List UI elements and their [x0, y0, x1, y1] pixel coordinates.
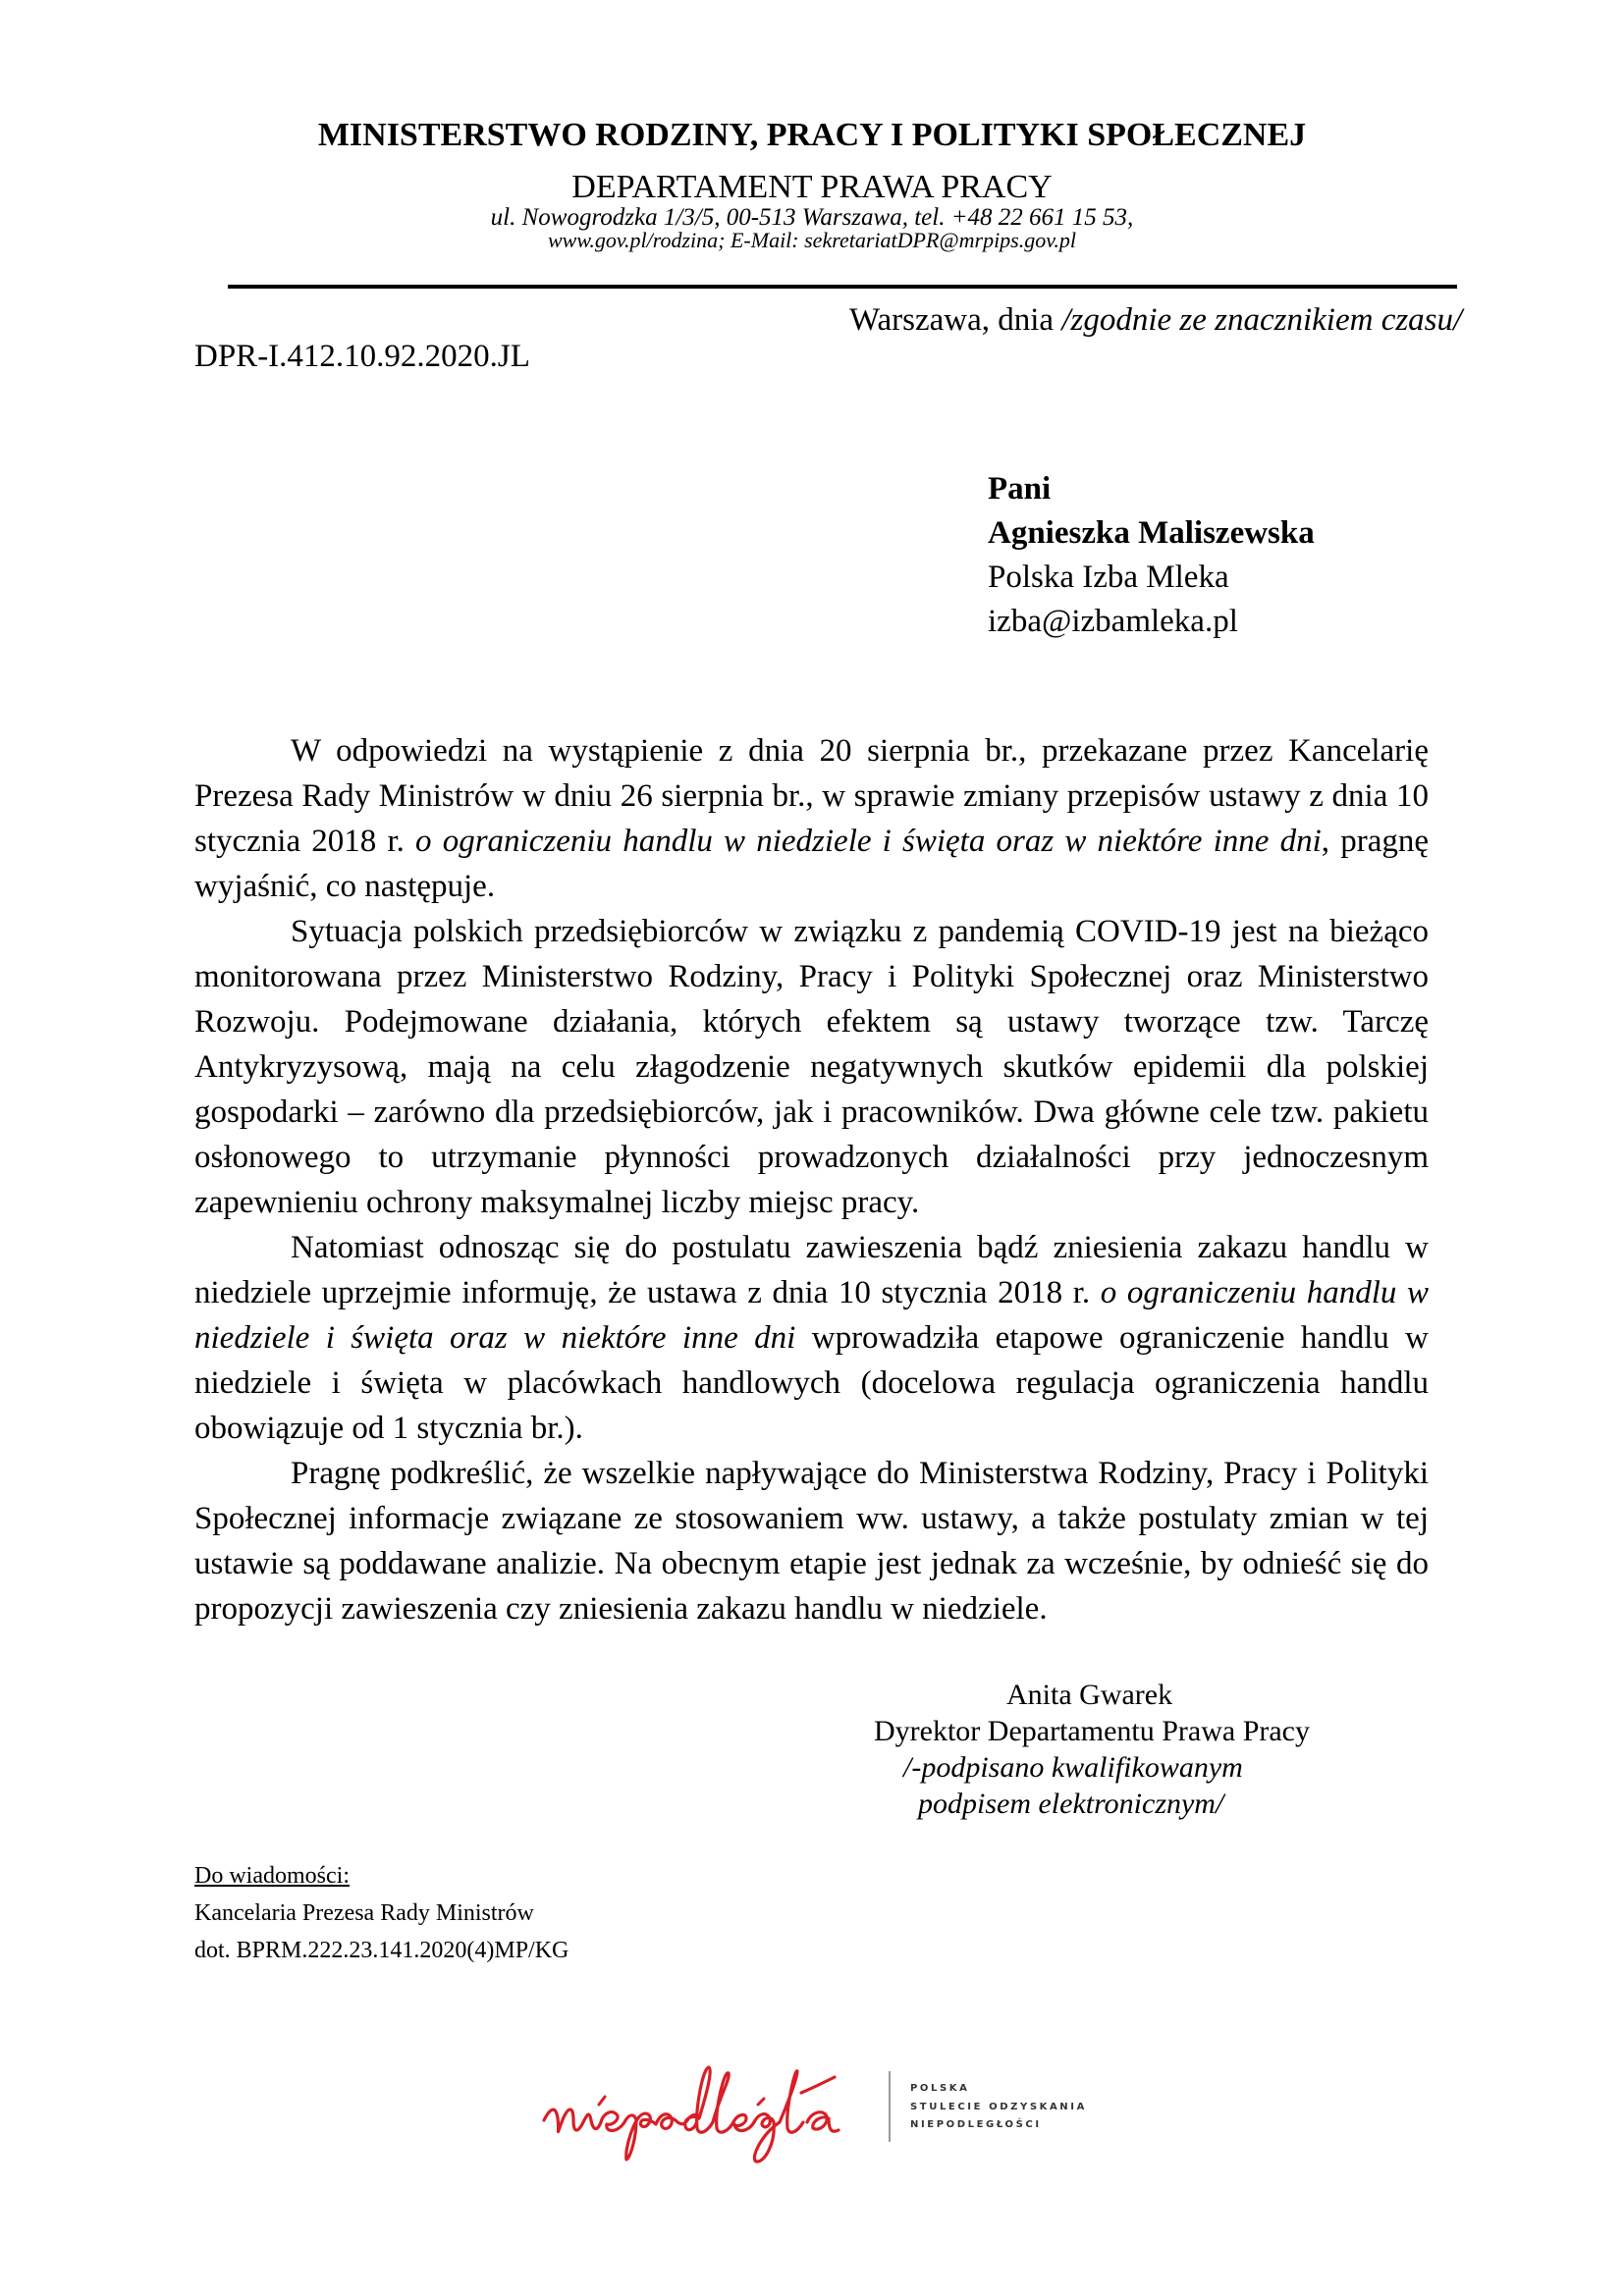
header-divider — [228, 285, 1457, 289]
niepodlegla-logo — [540, 2050, 1090, 2167]
paragraph-1 — [194, 728, 1429, 909]
ministry-web-email: www.gov.pl/rodzina; E-Mail: sekretariatDPR@mrpips.gov.pl — [547, 228, 1076, 252]
cc-label: Do wiadomości: — [194, 1863, 350, 1889]
addressee-block — [988, 467, 1315, 644]
signatory-title: Dyrektor Departamentu Prawa Pracy — [874, 1715, 1310, 1747]
paragraph-1-text-end: , pragnę wyjaśnić, co następuje. — [194, 824, 1429, 904]
cc-recipient: Kancelaria Prezesa Rady Ministrów — [194, 1900, 534, 1926]
logo-caption-line1: POLSKA — [910, 2083, 970, 2094]
signature-note-line1: /-podpisano kwalifikowanym — [903, 1751, 1243, 1784]
paragraph-1-text: W odpowiedzi na wystąpienie z dnia 20 sierpnia br., przekazane przez Kancelarię Prezesa Rady Ministrów w dniu 26 sierpnia br., w sprawie zmiany przepisów ustawy z dnia 10 stycznia 2018 r. — [194, 733, 1429, 859]
signatory-name: Anita Gwarek — [1006, 1679, 1173, 1711]
paragraph-2: Sytuacja polskich przedsiębiorców w związku z pandemią COVID-19 jest na bieżąco monitorowana przez Ministerstwo Rodziny, Pracy i Polityki Społecznej oraz Ministerstwo Rozwoju. Podejmowane działania, których efektem są ustawy tworzące tzw. Tarczę Antykryzysową, mają na celu złagodzenie negatywnych skutków epidemii dla polskiej gospodarki – zarówno dla przedsiębiorców, jak i pracowników. Dwa główne cele tzw. pakietu osłonowego to utrzymanie płynności prowadzonych działalności przy jednoczesnym zapewnieniu ochrony maksymalnej liczby miejsc pracy. — [194, 914, 1429, 1220]
addressee-email: izba@izbamleka.pl — [988, 604, 1238, 639]
logo-caption — [910, 2080, 1087, 2135]
niepodlegla-script-icon — [540, 2050, 869, 2167]
ministry-address: ul. Nowogrodzka 1/3/5, 00-513 Warszawa, tel. +48 22 661 15 53, — [490, 204, 1134, 231]
ministry-name: MINISTERSTWO RODZINY, PRACY I POLITYKI SPOŁECZNEJ — [317, 117, 1307, 153]
act-title: o ograniczeniu handlu w niedziele i święta oraz w niektóre inne dni — [194, 1275, 1429, 1356]
signature-note-line2: podpisem elektronicznym/ — [918, 1788, 1224, 1820]
paragraph-3-text-end: wprowadziła etapowe ograniczenie handlu w niedziele i święta w placówkach handlowych (docelowa regulacja ograniczenia handlu obowiązuje od 1 stycznia br.). — [194, 1320, 1429, 1446]
logo-divider — [889, 2071, 891, 2142]
act-title: o ograniczeniu handlu w niedziele i święta oraz w niektóre inne dni — [415, 824, 1322, 859]
addressee-organization: Polska Izba Mleka — [988, 560, 1229, 595]
logo-caption-line3: NIEPODLEGŁOŚCI — [910, 2119, 1042, 2130]
paragraph-3-text: Natomiast odnosząc się do postulatu zawieszenia bądź zniesienia zakazu handlu w niedziele uprzejmie informuję, że ustawa z dnia 10 stycznia 2018 r. — [194, 1230, 1429, 1310]
signature-block — [864, 1677, 1365, 1822]
addressee-salutation: Pani — [988, 471, 1052, 507]
paragraph-4: Pragnę podkreślić, że wszelkie napływające do Ministerstwa Rodziny, Pracy i Polityki Społecznej informacje związane ze stosowaniem ww. ustawy, a także postulaty zmian w tej ustawie są poddawane analizie. Na obecnym etapie jest jednak za wcześnie, by odnieść się do propozycji zawieszenia czy zniesienia zakazu handlu w niedziele. — [194, 1456, 1429, 1627]
cc-block — [194, 1857, 568, 1969]
paragraph-3 — [194, 1225, 1429, 1451]
letter-body — [194, 728, 1429, 1631]
date-place: Warszawa, dnia — [849, 302, 1062, 338]
department-name: DEPARTAMENT PRAWA PRACY — [571, 169, 1053, 205]
date-line — [849, 300, 1462, 340]
logo-caption-line2: STULECIE ODZYSKANIA — [910, 2101, 1087, 2112]
addressee-name: Agnieszka Maliszewska — [988, 515, 1315, 551]
cc-reference: dot. BPRM.222.23.141.2020(4)MP/KG — [194, 1938, 569, 1963]
date-value: /zgodnie ze znacznikiem czasu/ — [1061, 302, 1463, 338]
reference-number: DPR-I.412.10.92.2020.JL — [194, 339, 530, 374]
